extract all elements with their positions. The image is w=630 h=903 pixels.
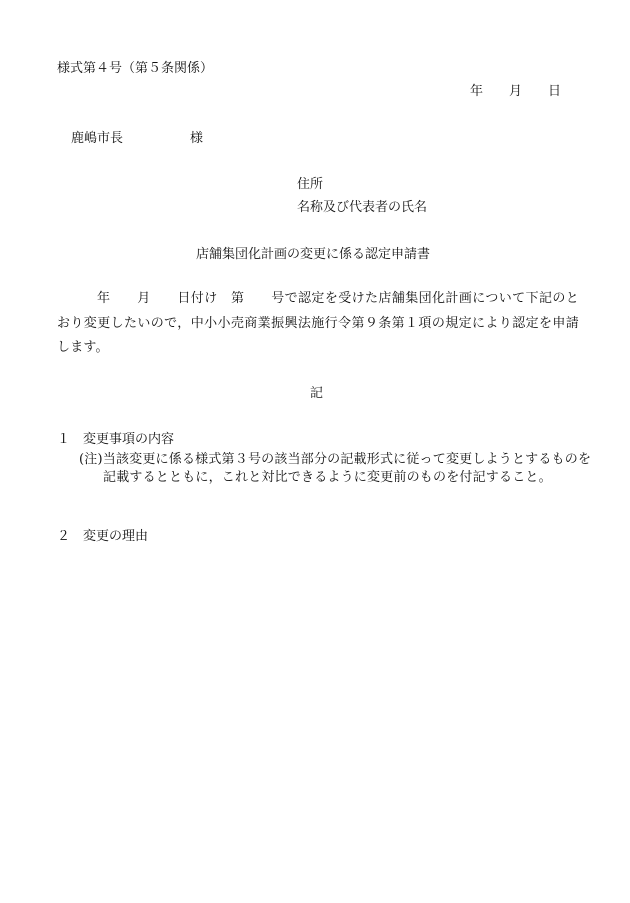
body-text: 年 月 日付け 第 号で認定を受けた店舗集団化計画について下記のとおり変更したいので，中小小売商業振興法施行令第９条第１項の規定により認定を申請します。 [57,291,579,355]
applicant-name-label: 名称及び代表者の氏名 [297,200,428,215]
item-1-label: 変更事項の内容 [83,432,175,447]
document-title: 店舗集団化計画の変更に係る認定申請書 [196,247,431,262]
applicant-address-label: 住所 [297,177,324,192]
item-1-note: (注)当該変更に係る様式第３号の該当部分の記載形式に従って変更しようとするものを記載するとともに，これと対比できるように変更前のものを付記すること。 [79,452,592,485]
date-line: 年 月 日 [470,84,562,99]
item-2-label: 変更の理由 [83,529,149,544]
item-2-number: ２ [57,529,71,544]
addressee-name: 鹿嶋市長 [71,131,124,146]
item-1-number: １ [57,432,71,447]
ki-heading: 記 [310,386,324,401]
addressee-honorific: 様 [190,131,204,146]
form-number: 様式第４号（第５条関係） [57,61,214,76]
